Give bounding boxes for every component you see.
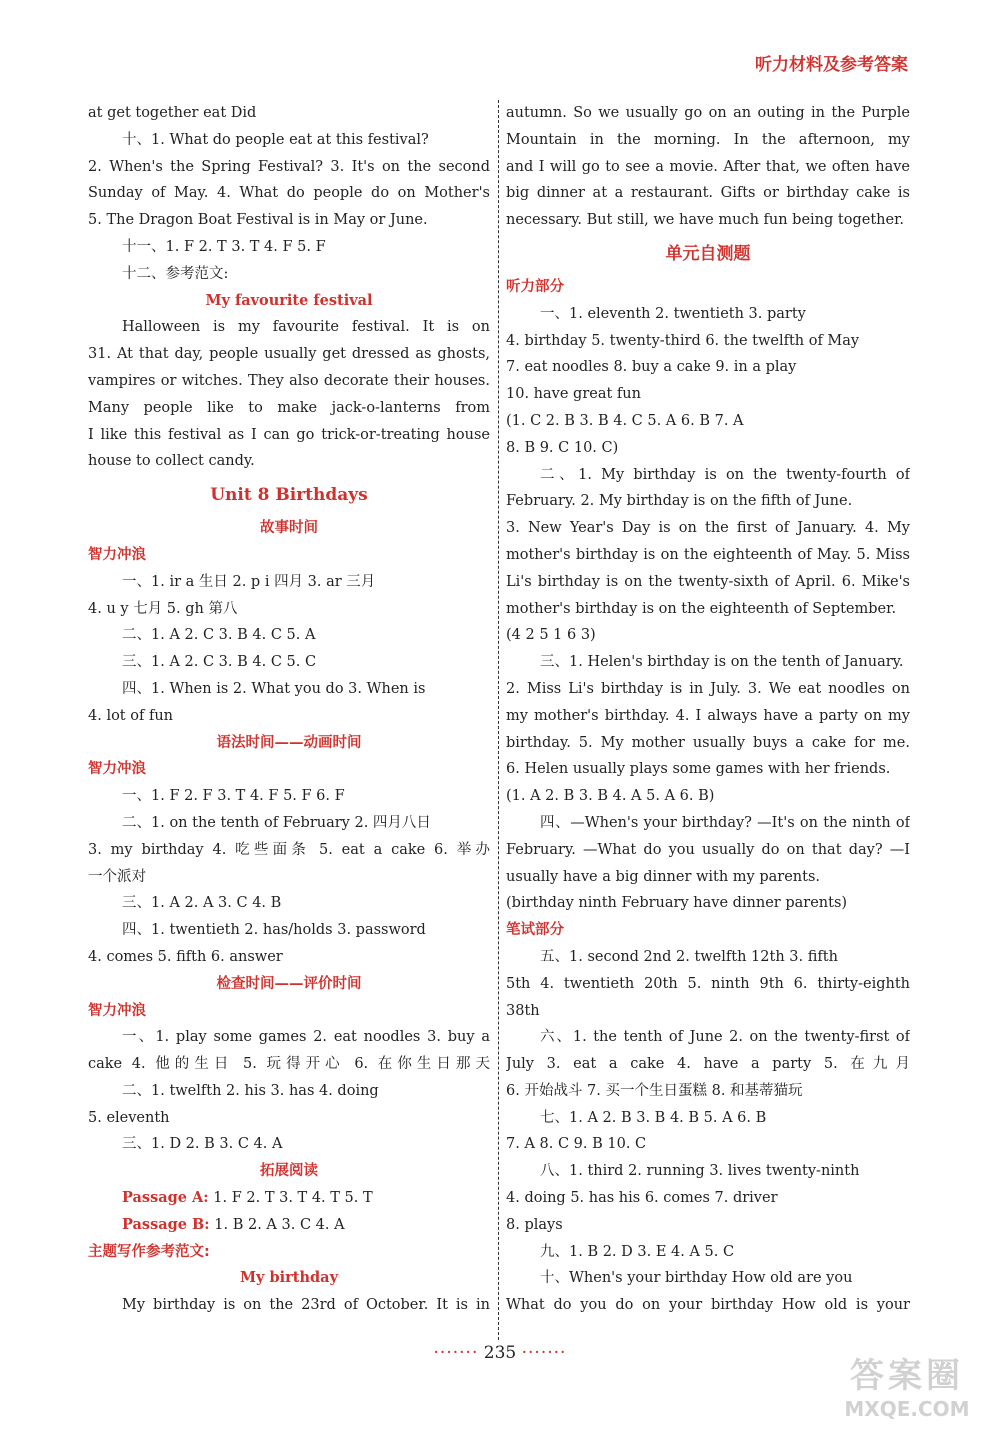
left-line: house to collect candy.: [88, 453, 255, 470]
right-line: 二、1. My birthday is on the twenty-fourth of: [540, 466, 910, 483]
right-line: 2. Miss Li's birthday is in July. 3. We eat noodles on: [506, 680, 910, 697]
right-line: big dinner at a restaurant. Gifts or birthday cake is: [506, 185, 910, 202]
header-title: 听力材料及参考答案: [755, 55, 908, 75]
right-line: (4 2 5 1 6 3): [506, 627, 596, 644]
left-line: 5. eleventh: [88, 1109, 170, 1126]
left-line: 四、1. twentieth 2. has/holds 3. password: [122, 922, 426, 939]
left-column: [88, 100, 490, 1319]
left-line: cake 4. 他的生日 5. 玩得开心 6. 在你生日那天: [88, 1056, 490, 1073]
right-line: autumn. So we usually go on an outing in the Purple: [506, 105, 910, 121]
right-column: [506, 100, 910, 1319]
right-line: Li's birthday is on the twenty-sixth of April. 6. Mike's: [506, 573, 910, 590]
left-line: 二、1. on the tenth of February 2. 四月八日: [122, 814, 431, 831]
right-line: 八、1. third 2. running 3. lives twenty-ninth: [540, 1163, 860, 1180]
right-line: 38th: [506, 1002, 540, 1019]
left-line: My birthday: [239, 1269, 338, 1287]
right-line: What do you do on your birthday How old is your: [506, 1297, 910, 1314]
left-line: 主题写作参考范文:: [88, 1243, 210, 1260]
right-line: 4. doing 5. has his 6. comes 7. driver: [506, 1190, 778, 1207]
left-line: 十二、参考范文:: [122, 265, 229, 282]
left-line: 一、1. ir a 生日 2. p i 四月 3. ar 三月: [122, 573, 376, 590]
right-line: 四、—When's your birthday? —It's on the ninth of: [540, 814, 910, 831]
left-line: My birthday is on the 23rd of October. It is in: [122, 1297, 490, 1314]
right-line: mother's birthday is on the eighteenth of May. 5. Miss: [506, 546, 910, 563]
right-line: and I will go to see a movie. After that, we often have: [506, 158, 910, 175]
right-line: 七、1. A 2. B 3. B 4. B 5. A 6. B: [540, 1109, 767, 1126]
left-line: 二、1. A 2. C 3. B 4. C 5. A: [122, 627, 316, 644]
right-line: necessary. But still, we have much fun being together.: [506, 212, 905, 229]
right-line: 4. birthday 5. twenty-third 6. the twelfth of May: [506, 332, 860, 349]
right-line: birthday. 5. My mother usually buys a cake for me.: [506, 734, 910, 751]
left-line: 四、1. When is 2. What you do 3. When is: [122, 680, 426, 697]
right-line: (birthday ninth February have dinner parents): [506, 895, 848, 912]
right-line: 7. eat noodles 8. buy a cake 9. in a play: [506, 359, 797, 376]
left-line: 4. u y 七月 5. gh 第八: [88, 600, 238, 617]
left-line: 十一、1. F 2. T 3. T 4. F 5. F: [122, 238, 326, 255]
right-line: 五、1. second 2nd 2. twelfth 12th 3. fifth: [540, 948, 838, 965]
left-line: vampires or witches. They also decorate their houses.: [88, 372, 490, 389]
column-divider: [498, 100, 499, 1340]
left-line: Many people like to make jack-o-lanterns from: [88, 399, 490, 416]
right-line: 8. B 9. C 10. C): [506, 439, 619, 456]
right-line: 笔试部分: [506, 922, 564, 939]
right-line: February. —What do you usually do on that day? —I: [506, 841, 910, 858]
left-line: 3. my birthday 4. 吃些面条 5. eat a cake 6. 举办: [88, 841, 490, 858]
right-line: February. 2. My birthday is on the fifth of June.: [506, 493, 853, 510]
right-line: my mother's birthday. 4. I always have a party on my: [506, 707, 910, 724]
right-line: 六、1. the tenth of June 2. on the twenty-first of: [540, 1029, 910, 1046]
page-number: 235: [483, 1343, 517, 1363]
left-line: 4. lot of fun: [88, 707, 173, 724]
right-line: mother's birthday is on the eighteenth of September.: [506, 600, 897, 617]
left-line: 一个派对: [88, 868, 146, 885]
right-line: 7. A 8. C 9. B 10. C: [506, 1136, 647, 1153]
right-line: (1. A 2. B 3. B 4. A 5. A 6. B): [506, 788, 715, 805]
left-line: Passage B: 1. B 2. A 3. C 4. A: [122, 1215, 345, 1233]
watermark-url: MXQE.COM: [844, 1397, 970, 1421]
right-line: 一、1. eleventh 2. twentieth 3. party: [540, 305, 806, 322]
left-line: Halloween is my favourite festival. It is on: [122, 319, 490, 336]
left-line: 三、1. D 2. B 3. C 4. A: [122, 1136, 283, 1153]
left-line: 31. At that day, people usually get dressed as ghosts,: [88, 346, 490, 363]
left-line: 一、1. play some games 2. eat noodles 3. buy a: [122, 1029, 490, 1046]
left-line: 4. comes 5. fifth 6. answer: [88, 948, 283, 965]
left-line: My favourite festival: [205, 291, 373, 309]
left-line: 三、1. A 2. A 3. C 4. B: [122, 895, 282, 912]
left-line: at get together eat Did: [88, 105, 257, 121]
right-line: usually have a big dinner with my parents.: [506, 868, 821, 885]
left-line: 智力冲浪: [88, 1002, 146, 1019]
right-line: 十、When's your birthday How old are you: [540, 1270, 853, 1287]
left-line: 一、1. F 2. F 3. T 4. F 5. F 6. F: [122, 788, 345, 805]
watermark-text: 答案圈: [850, 1356, 964, 1396]
right-line: 听力部分: [506, 278, 564, 295]
left-line: 智力冲浪: [88, 761, 146, 778]
left-line: 拓展阅读: [260, 1162, 318, 1180]
left-line: Unit 8 Birthdays: [210, 485, 368, 506]
right-line: July 3. eat a cake 4. have a party 5. 在九月: [506, 1056, 910, 1073]
footer-dots-right: ·······: [521, 1343, 567, 1363]
right-line: (1. C 2. B 3. B 4. C 5. A 6. B 7. A: [506, 412, 744, 429]
right-line: 6. 开始战斗 7. 买一个生日蛋糕 8. 和基蒂猫玩: [506, 1082, 803, 1099]
right-line: 6. Helen usually plays some games with her friends.: [506, 761, 891, 778]
left-line: 语法时间——动画时间: [216, 733, 362, 751]
left-line: 二、1. twelfth 2. his 3. has 4. doing: [122, 1082, 379, 1099]
left-line: 5. The Dragon Boat Festival is in May or June.: [88, 212, 428, 229]
footer-dots-left: ·······: [433, 1343, 479, 1363]
right-line: 三、1. Helen's birthday is on the tenth of January.: [540, 654, 904, 671]
right-line: 10. have great fun: [506, 386, 641, 403]
right-line: Mountain in the morning. In the afternoon, my: [506, 131, 910, 148]
left-line: 检查时间——评价时间: [216, 974, 362, 992]
left-line: 2. When's the Spring Festival? 3. It's on the second: [88, 158, 490, 175]
left-line: 故事时间: [260, 519, 318, 537]
right-line: 5th 4. twentieth 20th 5. ninth 9th 6. thirty-eighth: [506, 975, 910, 992]
left-line: 智力冲浪: [88, 546, 146, 563]
right-line: 单元自测题: [665, 243, 751, 264]
right-line: 九、1. B 2. D 3. E 4. A 5. C: [540, 1243, 735, 1260]
left-line: 三、1. A 2. C 3. B 4. C 5. C: [122, 654, 317, 671]
left-line: Sunday of May. 4. What do people do on Mother's: [88, 185, 490, 202]
watermark-logo: [832, 1356, 982, 1426]
left-line: 十、1. What do people eat at this festival?: [122, 131, 429, 148]
left-line: Passage A: 1. F 2. T 3. T 4. T 5. T: [122, 1189, 373, 1207]
right-line: 3. New Year's Day is on the first of January. 4. My: [506, 520, 910, 537]
left-line: I like this festival as I can go trick-or-treating house: [88, 426, 490, 443]
right-line: 8. plays: [506, 1216, 563, 1233]
